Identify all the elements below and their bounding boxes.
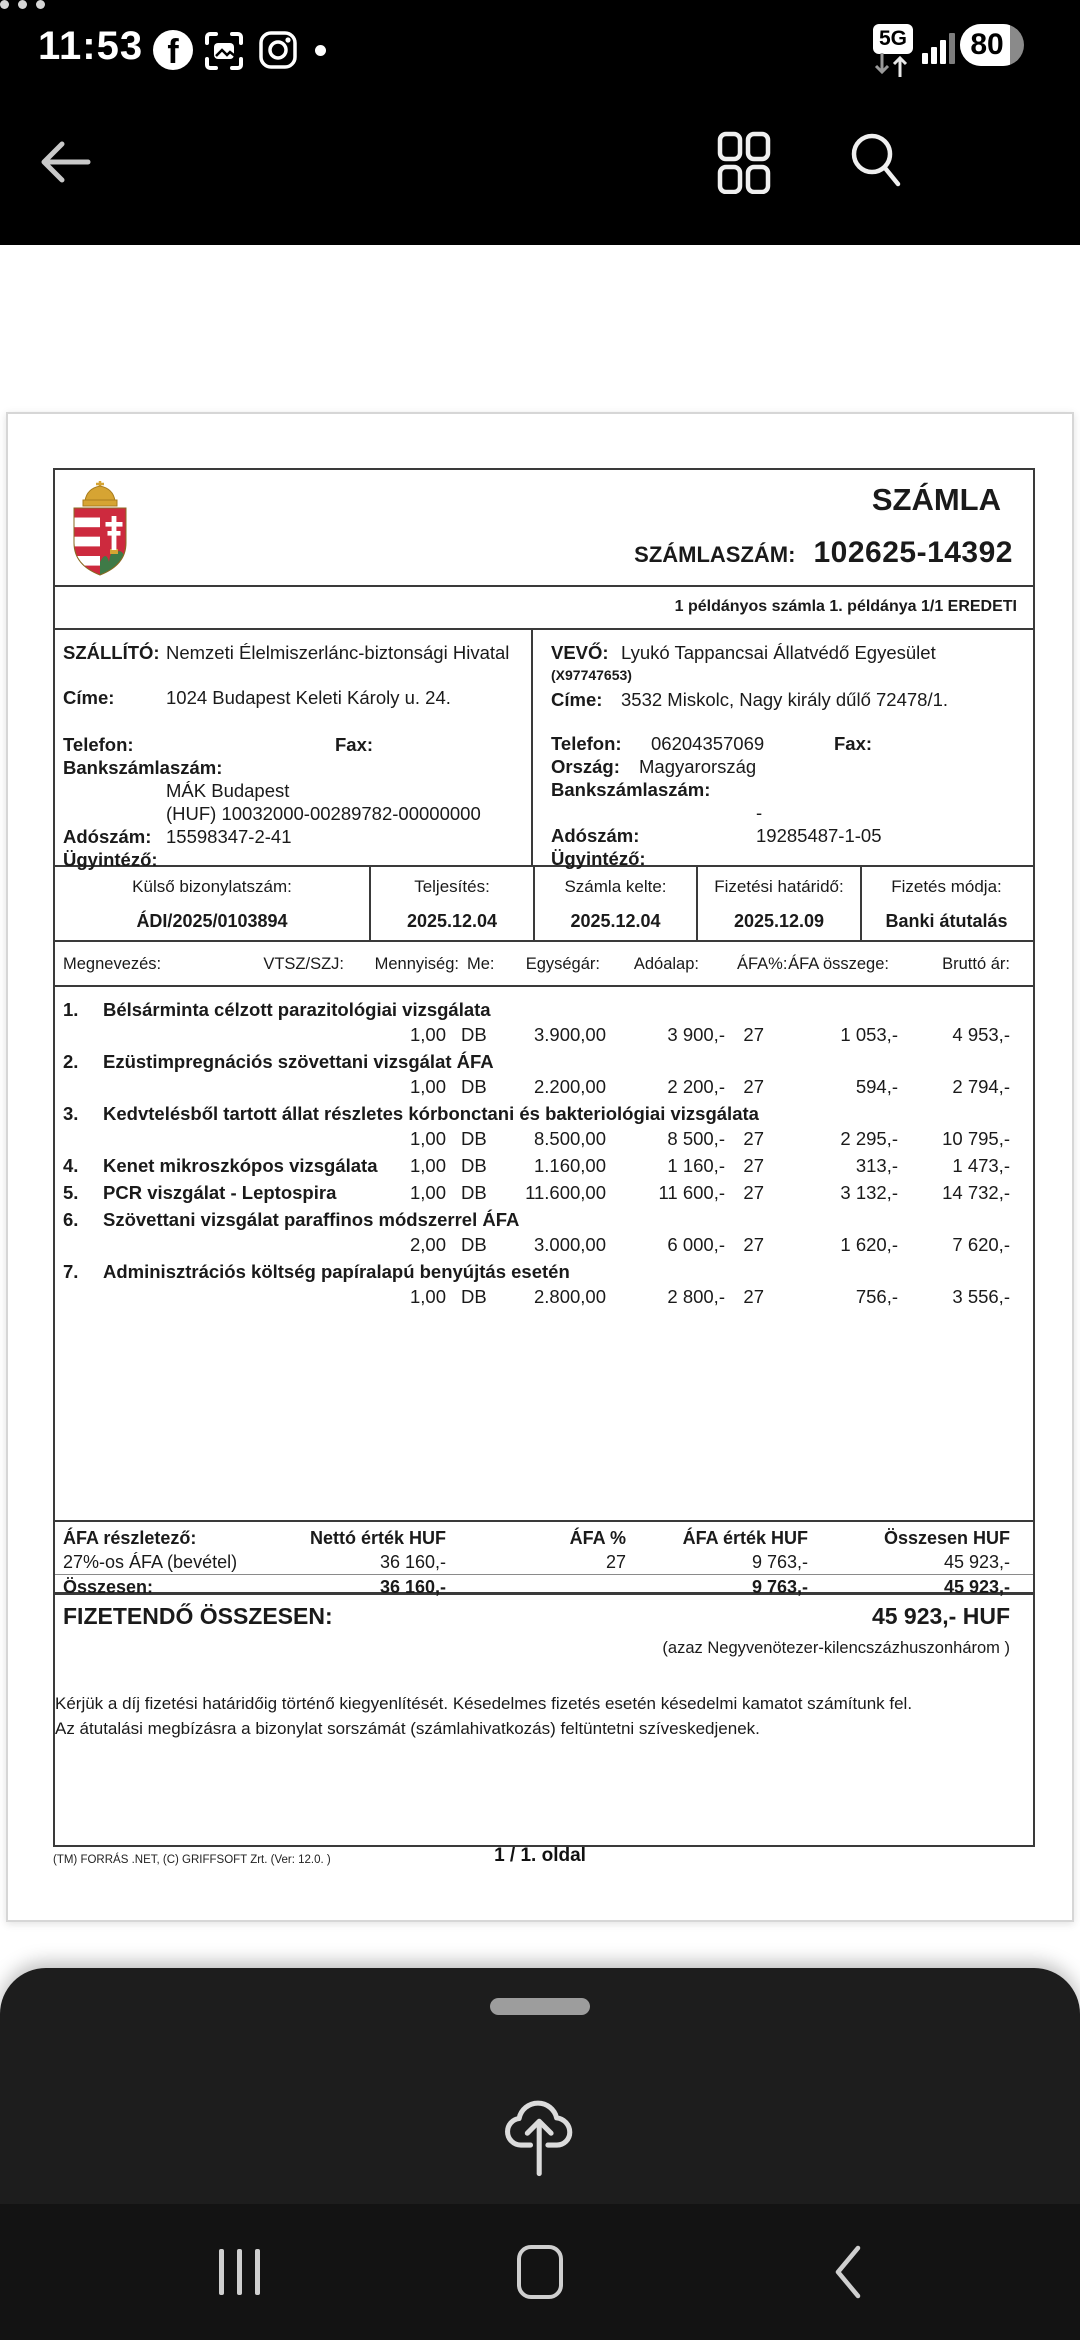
note-line: Az átutalási megbízásra a bizonylat sorszámát (számlahivatkozás) feltüntetni szíveskedjenek. <box>55 1718 760 1738</box>
invoice-header <box>55 470 1033 587</box>
item-values-row: 1,00 DB 2.800,00 2 800,- 27 756,- 3 556,- <box>409 1286 1010 1307</box>
item-name-row: 1. Bélsárminta célzott parazitológiai vizsgálata <box>63 999 491 1020</box>
meta-cell: Fizetési határidő: 2025.12.09 <box>698 867 862 940</box>
grand-total-section <box>55 1595 1033 1692</box>
supplier-fax-label: Fax: <box>335 734 374 755</box>
invoice-number-value: 102625-14392 <box>813 536 1013 569</box>
invoice-meta-row <box>55 867 1033 942</box>
supplier-bank-name: MÁK Budapest <box>166 780 290 801</box>
item-name-row: 3. Kedvtelésből tartott állat részletes kórbonctani és bakteriológiai vizsgálata <box>63 1103 759 1124</box>
recents-button[interactable] <box>219 2204 260 2340</box>
hungary-coat-of-arms <box>69 480 131 576</box>
supplier-label: SZÁLLÍTÓ: <box>63 642 160 663</box>
software-credit: (TM) FORRÁS .NET, (C) GRIFFSOFT Zrt. (Ver: 12.0. ) <box>53 1854 331 1866</box>
supplier-bank-label: Bankszámlaszám: <box>63 757 223 778</box>
buyer-country-label: Ország: <box>551 756 620 777</box>
home-button[interactable] <box>517 2204 563 2340</box>
parties-section <box>55 630 1033 870</box>
supplier-name: Nemzeti Élelmiszerlánc-biztonsági Hivatal <box>166 642 510 663</box>
item-inline-row: 4. Kenet mikroszkópos vizsgálata 1,00 DB 1.160,00 1 160,- 27 313,- 1 473,- <box>63 1155 1010 1176</box>
supplier-address: 1024 Budapest Keleti Károly u. 24. <box>166 687 451 708</box>
home-icon <box>517 2245 563 2299</box>
payment-notes <box>55 1692 1033 1741</box>
battery-icon <box>960 24 1024 66</box>
item-values-row: 2,00 DB 3.000,00 6 000,- 27 1 620,- 7 620,- <box>409 1234 1010 1255</box>
buyer-bank-value: - <box>756 802 763 823</box>
buyer-label: VEVŐ: <box>551 642 609 663</box>
vat-summary: ÁFA részletező: Nettó érték HUF ÁFA % ÁFA érték HUF Összesen HUF 27%-os ÁFA (bevétel) 36 160,- 27 9 763,- 45 923,- Összesen: 36 160,- 9 763,- 45 923,- <box>55 1520 1033 1595</box>
supplier-block <box>55 630 533 870</box>
facebook-notification-icon: f <box>153 30 193 70</box>
nav-back-button[interactable] <box>830 2204 864 2340</box>
network-5g-icon: 5G <box>873 24 913 54</box>
status-clock: 11:53 <box>38 24 144 68</box>
meta-cell: Fizetés módja: Banki átutalás <box>885 877 1008 931</box>
supplier-clerk-label: Ügyintéző: <box>63 849 158 870</box>
buyer-address: 3532 Miskolc, Nagy király dűlő 72478/1. <box>621 689 949 710</box>
screenshot-captured-icon <box>203 30 245 72</box>
buyer-phone-label: Telefon: <box>551 733 622 754</box>
divider <box>55 1574 1033 1575</box>
item-values-row: 1,00 DB 2.200,00 2 200,- 27 594,- 2 794,- <box>409 1076 1010 1097</box>
supplier-bank-account: (HUF) 10032000-00289782-00000000 <box>166 803 481 824</box>
buyer-bank-label: Bankszámlaszám: <box>551 779 711 800</box>
buyer-phone: 06204357069 <box>651 733 765 754</box>
cloud-upload-icon[interactable] <box>502 2088 578 2180</box>
buyer-clerk-label: Ügyintéző: <box>551 848 646 869</box>
invoice-table <box>53 468 1035 1847</box>
buyer-tax-number: 19285487-1-05 <box>756 825 882 846</box>
buyer-fax-label: Fax: <box>834 733 873 754</box>
buyer-address-label: Címe: <box>551 689 603 710</box>
grand-total-label: FIZETENDŐ ÖSSZESEN: <box>63 1603 333 1629</box>
buyer-tax-label: Adószám: <box>551 825 640 846</box>
page-number: 1 / 1. oldal <box>494 1845 586 1866</box>
back-button[interactable] <box>34 130 98 194</box>
buyer-block <box>533 630 1033 869</box>
battery-percent: 80 <box>970 28 1004 61</box>
items-column-header: Megnevezés: VTSZ/SZJ: Mennyiség: Me: Egységár: Adóalap: ÁFA%: ÁFA összege: Bruttó ár: <box>55 942 1033 987</box>
item-inline-row: 5. PCR viszgálat - Leptospira 1,00 DB 11.600,00 11 600,- 27 3 132,- 14 732,- <box>63 1182 1010 1203</box>
search-button[interactable] <box>846 130 906 192</box>
sheet-drag-handle[interactable] <box>490 1998 590 2015</box>
copy-note-row <box>55 587 1033 630</box>
invoice-number-label: SZÁMLASZÁM: <box>634 542 796 567</box>
meta-cell: Külső bizonylatszám: ÁDI/2025/0103894 <box>55 867 371 940</box>
invoice-title: SZÁMLA <box>871 482 1001 517</box>
supplier-tax-number: 15598347-2-41 <box>166 826 292 847</box>
more-notifications-dot-icon <box>315 45 326 56</box>
invoice-number-row <box>634 536 1013 570</box>
item-name-row: 6. Szövettani vizsgálat paraffinos módszerrel ÁFA <box>63 1209 520 1230</box>
item-name-row: 7. Adminisztrációs költség papíralapú benyújtás esetén <box>63 1261 570 1282</box>
supplier-phone-label: Telefon: <box>63 734 134 755</box>
item-values-row: 1,00 DB 8.500,00 8 500,- 27 2 295,- 10 795,- <box>409 1128 1010 1149</box>
data-updown-arrows-icon <box>874 52 912 78</box>
buyer-country: Magyarország <box>639 756 757 777</box>
buyer-code: (X97747653) <box>551 667 632 683</box>
navigation-bar <box>0 2204 1080 2340</box>
supplier-address-label: Címe: <box>63 687 115 708</box>
more-options-button[interactable] <box>0 0 62 9</box>
document-page[interactable] <box>6 412 1074 1922</box>
pages-grid-button[interactable] <box>716 130 772 194</box>
meta-cell: Számla kelte: 2025.12.04 <box>535 867 698 940</box>
copy-note: 1 példányos számla 1. példánya 1/1 EREDETI <box>674 598 1017 615</box>
note-line: Kérjük a díj fizetési határidőig történő kiegyenlítését. Késedelmes fizetés esetén késedelmi kamatot számítunk fel. <box>55 1694 913 1713</box>
top-black-bar <box>0 0 1080 245</box>
supplier-tax-label: Adószám: <box>63 826 152 847</box>
grand-total-in-words: (azaz Negyvenötezer-kilencszázhuszonhárom ) <box>662 1639 1010 1657</box>
meta-cell: Teljesítés: 2025.12.04 <box>371 867 535 940</box>
item-name-row: 2. Ezüstimpregnációs szövettani vizsgálat ÁFA <box>63 1051 494 1072</box>
buyer-name: Lyukó Tappancsai Állatvédő Egyesület <box>621 642 936 663</box>
items-list <box>55 987 1033 1520</box>
instagram-notification-icon <box>258 30 298 70</box>
grand-total-amount: 45 923,- HUF <box>871 1603 1010 1629</box>
signal-strength-icon <box>922 32 956 64</box>
chevron-left-icon <box>830 2242 864 2302</box>
item-values-row: 1,00 DB 3.900,00 3 900,- 27 1 053,- 4 953,- <box>409 1024 1010 1045</box>
